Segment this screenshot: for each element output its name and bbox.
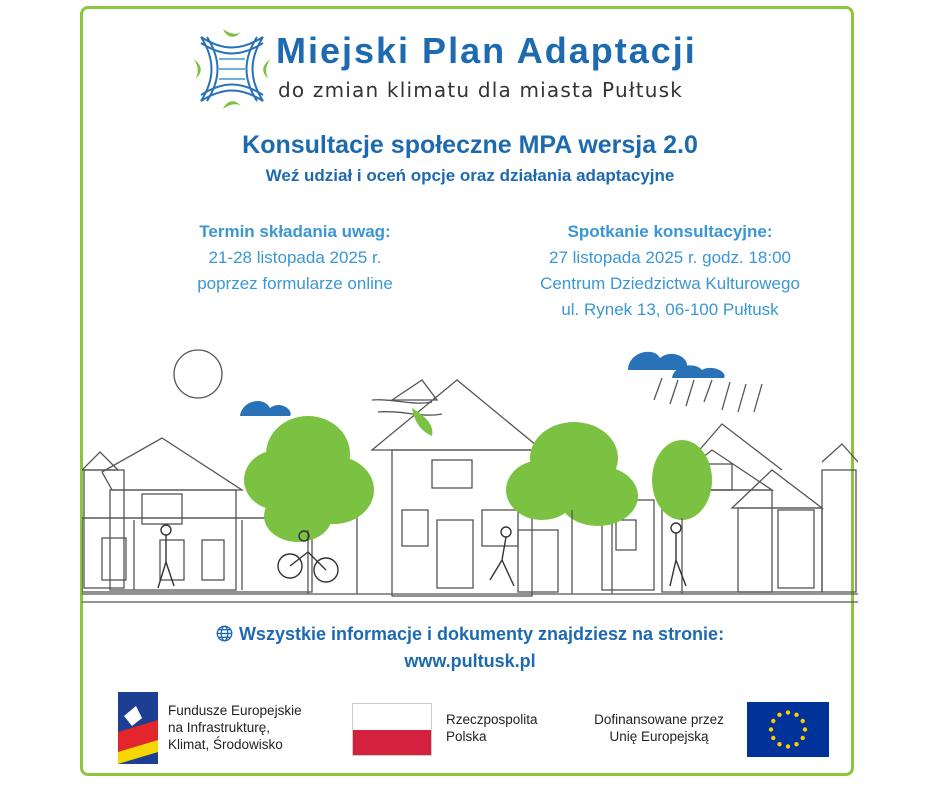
main-heading: Konsultacje społeczne MPA wersja 2.0 [242, 131, 698, 159]
eu-line-1: Dofinansowane przez [594, 712, 724, 727]
deadline-block [150, 219, 440, 297]
logo-icon [193, 29, 271, 109]
cloud-icon [240, 401, 291, 416]
deadline-label: Termin składania uwag: [199, 222, 391, 241]
eu-flag-icon [747, 702, 829, 757]
pl-text [446, 711, 538, 745]
pl-line-1: Rzeczpospolita [446, 712, 538, 727]
meeting-datetime: 27 listopada 2025 r. godz. 18:00 [549, 248, 791, 267]
meeting-block [470, 219, 870, 323]
eu-star [786, 744, 790, 748]
eu-star [803, 727, 807, 731]
eu-star [777, 713, 781, 717]
meeting-venue: Centrum Dziedzictwa Kulturowego [540, 274, 800, 293]
meeting-address: ul. Rynek 13, 06-100 Pułtusk [561, 300, 779, 319]
fe-line-1: Fundusze Europejskie [168, 703, 302, 718]
eu-line-2: Unię Europejską [609, 729, 709, 744]
eu-star [771, 736, 775, 740]
eu-star [794, 742, 798, 746]
eu-star [801, 719, 805, 723]
pl-flag-icon [352, 703, 432, 756]
meeting-label: Spotkanie konsultacyjne: [567, 222, 773, 241]
globe-icon [216, 625, 233, 642]
eu-star [771, 719, 775, 723]
eu-star [794, 713, 798, 717]
brand-subtitle: do zmian klimatu dla miasta Pułtusk [278, 78, 684, 102]
fe-logo [118, 692, 158, 764]
website-info [0, 624, 940, 645]
pl-line-2: Polska [446, 729, 487, 744]
city-illustration [82, 340, 858, 610]
eu-star [769, 727, 773, 731]
deadline-dates: 21-28 listopada 2025 r. [208, 248, 382, 267]
fe-line-3: Klimat, Środowisko [168, 737, 283, 752]
sub-heading: Weź udział i oceń opcje oraz działania adaptacyjne [265, 166, 675, 185]
rain-cloud-icon [628, 352, 687, 370]
sun-icon [174, 350, 222, 398]
eu-star [777, 742, 781, 746]
eu-star [801, 736, 805, 740]
website-url[interactable]: www.pultusk.pl [404, 651, 536, 671]
deadline-method: poprzez formularze online [197, 274, 393, 293]
eu-star [786, 710, 790, 714]
fe-text [168, 702, 302, 753]
fe-line-2: na Infrastrukturę, [168, 720, 271, 735]
brand-title: Miejski Plan Adaptacji [276, 30, 697, 71]
website-line: Wszystkie informacje i dokumenty znajdziesz na stronie: [238, 624, 725, 644]
eu-text [580, 711, 738, 745]
